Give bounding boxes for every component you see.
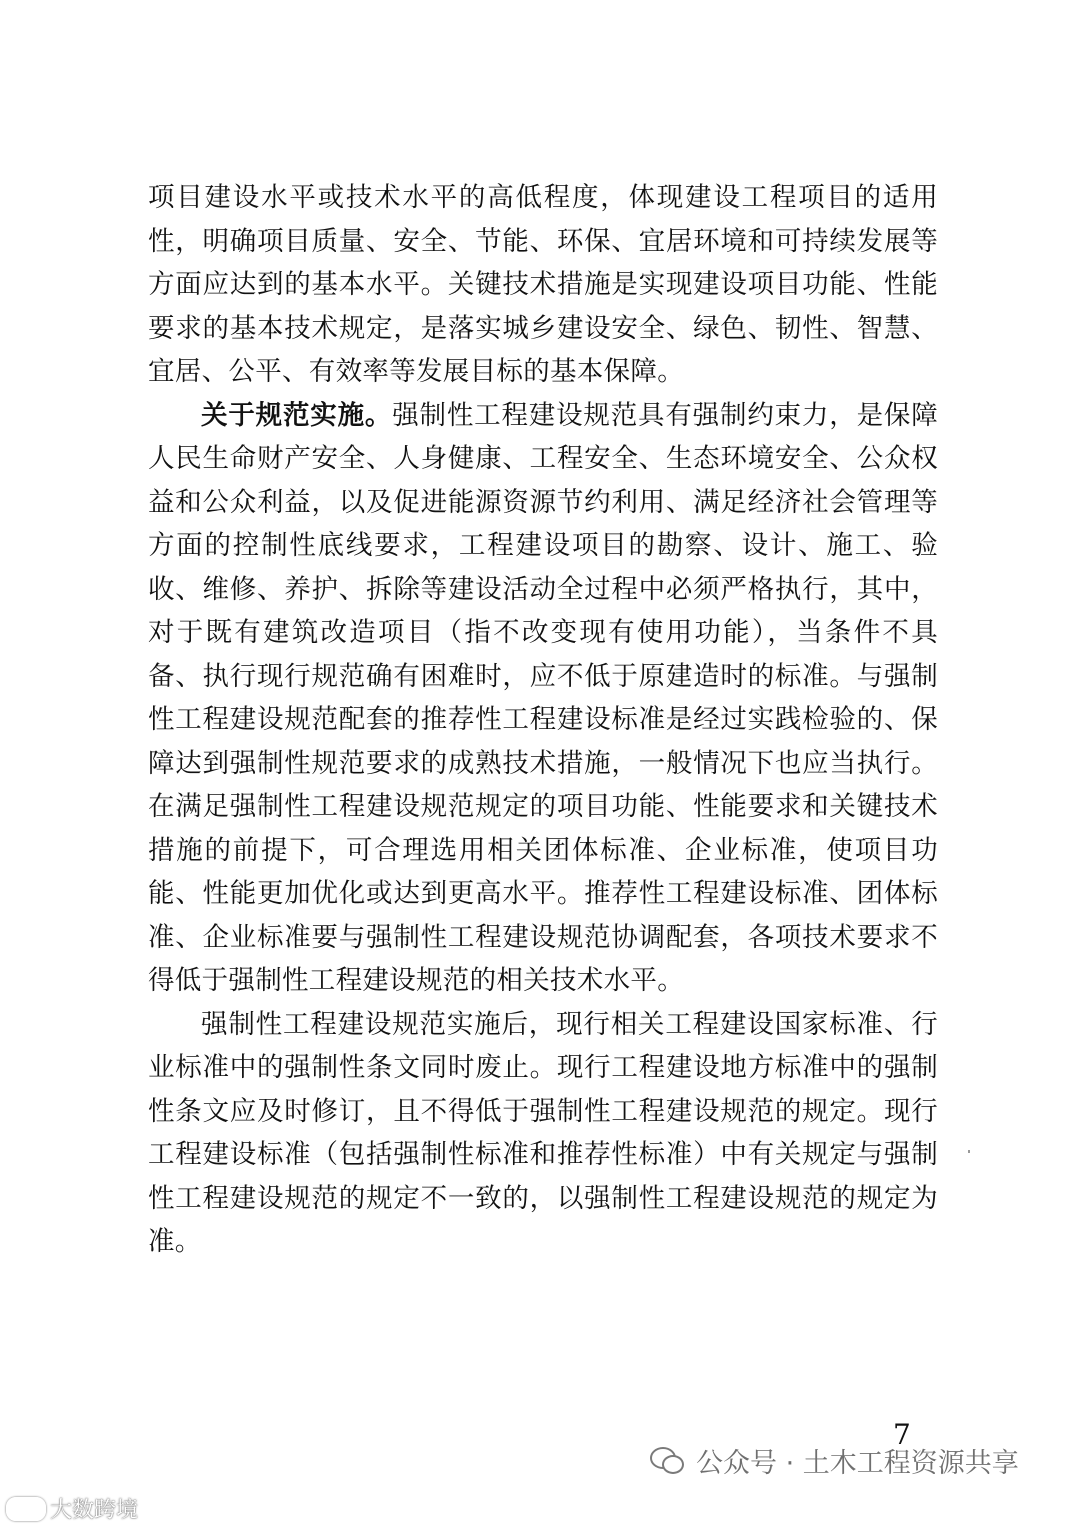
- watermark-wechat: [650, 1438, 1019, 1482]
- watermark-brand: [6, 1493, 138, 1524]
- paragraph-2-lead: 关于规范实施。: [201, 399, 393, 431]
- page-number: 7: [893, 1418, 911, 1451]
- body-text: [148, 176, 938, 1264]
- scan-artifact: [968, 1150, 970, 1153]
- watermark-brand-text: 大数跨境: [50, 1498, 139, 1523]
- logo-icon: [6, 1497, 46, 1521]
- watermark-wechat-text: 公众号 · 土木工程资源共享: [696, 1447, 1019, 1479]
- paragraph-3-text: 强制性工程建设规范实施后，现行相关工程建设国家标准、行业标准中的强制性条文同时废止。现行工程建设地方标准中的强制性条文应及时修订，且不得低于强制性工程建设规范的规定。现行工程建设标准（包括强制性标准和推荐性标准）中有关规定与强制性工程建设规范的规定不一致的，以强制性工程建设规范的规定为准。: [148, 1008, 938, 1257]
- wechat-icon: [650, 1445, 684, 1475]
- paragraph-3: [148, 1003, 938, 1264]
- paragraph-2-text: 强制性工程建设规范具有强制约束力，是保障人民生命财产安全、人身健康、工程安全、生态环境安全、公众权益和公众利益，以及促进能源资源节约利用、满足经济社会管理等方面的控制性底线要求，工程建设项目的勘察、设计、施工、验收、维修、养护、拆除等建设活动全过程中必须严格执行，其中，对于既有建筑改造项目（指不改变现有使用功能），当条件不具备、执行现行规范确有困难时，应不低于原建造时的标准。与强制性工程建设规范配套的推荐性工程建设标准是经过实践检验的、保障达到强制性规范要求的成熟技术措施，一般情况下也应当执行。在满足强制性工程建设规范规定的项目功能、性能要求和关键技术措施的前提下，可合理选用相关团体标准、企业标准，使项目功能、性能更加优化或达到更高水平。推荐性工程建设标准、团体标准、企业标准要与强制性工程建设规范协调配套，各项技术要求不得低于强制性工程建设规范的相关技术水平。: [148, 399, 939, 996]
- paragraph-1: [148, 176, 938, 394]
- paragraph-2: [148, 394, 938, 1003]
- paragraph-1-text: 项目建设水平或技术水平的高低程度，体现建设工程项目的适用性，明确项目质量、安全、节能、环保、宜居环境和可持续发展等方面应达到的基本水平。关键技术措施是实现建设项目功能、性能要求的基本技术规定，是落实城乡建设安全、绿色、韧性、智慧、宜居、公平、有效率等发展目标的基本保障。: [148, 182, 938, 387]
